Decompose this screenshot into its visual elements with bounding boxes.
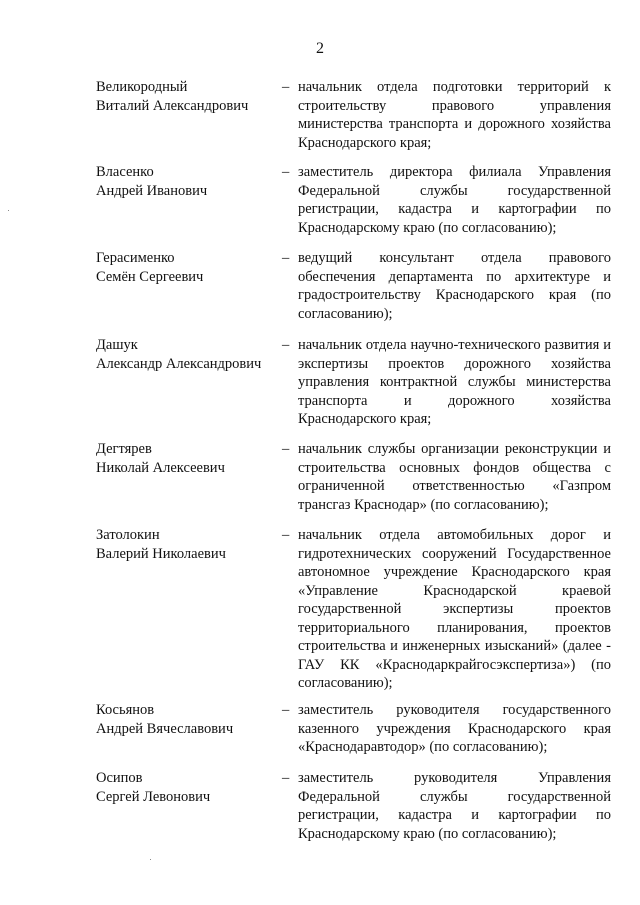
member-given-names: Семён Сергеевич [96, 268, 204, 285]
member-given-names: Андрей Вячеславович [96, 720, 234, 737]
member-surname: Косьянов [96, 702, 155, 718]
member-given-names: Сергей Левонович [96, 788, 211, 805]
dash-separator: – [282, 79, 290, 95]
member-given-names: Валерий Николаевич [96, 545, 226, 562]
member-surname: Затолокин [96, 527, 160, 543]
member-name [96, 769, 276, 806]
member-given-names: Николай Алексеевич [96, 459, 225, 476]
member-surname: Великородный [96, 79, 188, 95]
member-surname: Осипов [96, 770, 143, 786]
scan-speck [150, 859, 151, 860]
scan-speck [8, 210, 9, 211]
dash-separator: – [282, 337, 290, 353]
member-name [96, 336, 276, 373]
dash-separator: – [282, 702, 290, 718]
member-name [96, 163, 276, 200]
member-name [96, 249, 276, 286]
page-number: 2 [316, 40, 324, 57]
member-position: заместитель директора филиала Управления Федеральной службы государственной регистрации, кадастра и картографии по Краснодарскому краю (по согласованию); [298, 164, 611, 236]
dash-separator: – [282, 164, 290, 180]
member-position: начальник отдела подготовки территорий к строительству правового управления министерства транспорта и дорожного хозяйства Краснодарского края; [298, 79, 611, 151]
member-name [96, 701, 276, 738]
dash-separator: – [282, 770, 290, 786]
member-name [96, 526, 276, 563]
dash-separator: – [282, 441, 290, 457]
member-name [96, 440, 276, 477]
member-position: заместитель руководителя государственного казенного учреждения Краснодарского края «Краснодаравтодор» (по согласованию); [298, 702, 611, 755]
member-surname: Герасименко [96, 250, 175, 266]
dash-separator: – [282, 250, 290, 266]
member-surname: Дегтярев [96, 441, 152, 457]
dash-separator: – [282, 527, 290, 543]
member-position: заместитель руководителя Управления Федеральной службы государственной регистрации, кадастра и картографии по Краснодарскому краю (по согласованию); [298, 770, 611, 842]
member-surname: Власенко [96, 164, 154, 180]
member-position: начальник отдела автомобильных дорог и гидротехнических сооружений Государственное автономное учреждение Краснодарского края «Управление Краснодарской краевой государственной экспертизы проектов территориального планирования, проектов строительства и инженерных изысканий» (далее - ГАУ КК «Краснодаркрайгосэкспертиза») (по согласованию); [298, 527, 611, 691]
member-position: начальник службы организации реконструкции и строительства основных фондов общества с ограниченной ответственностью «Газпром трансгаз Краснодар» (по согласованию); [298, 441, 611, 513]
member-name [96, 78, 276, 115]
member-given-names: Виталий Александрович [96, 97, 249, 114]
member-position: ведущий консультант отдела правового обеспечения департамента по архитектуре и градостроительству Краснодарского края (по согласованию); [298, 250, 611, 322]
member-surname: Дашук [96, 337, 138, 353]
member-given-names: Андрей Иванович [96, 182, 208, 199]
member-given-names: Александр Александрович [96, 355, 262, 372]
member-position: начальник отдела научно-технического развития и экспертизы проектов дорожного хозяйства управления контрактной службы министерства транспорта и дорожного хозяйства Краснодарского края; [298, 337, 611, 427]
